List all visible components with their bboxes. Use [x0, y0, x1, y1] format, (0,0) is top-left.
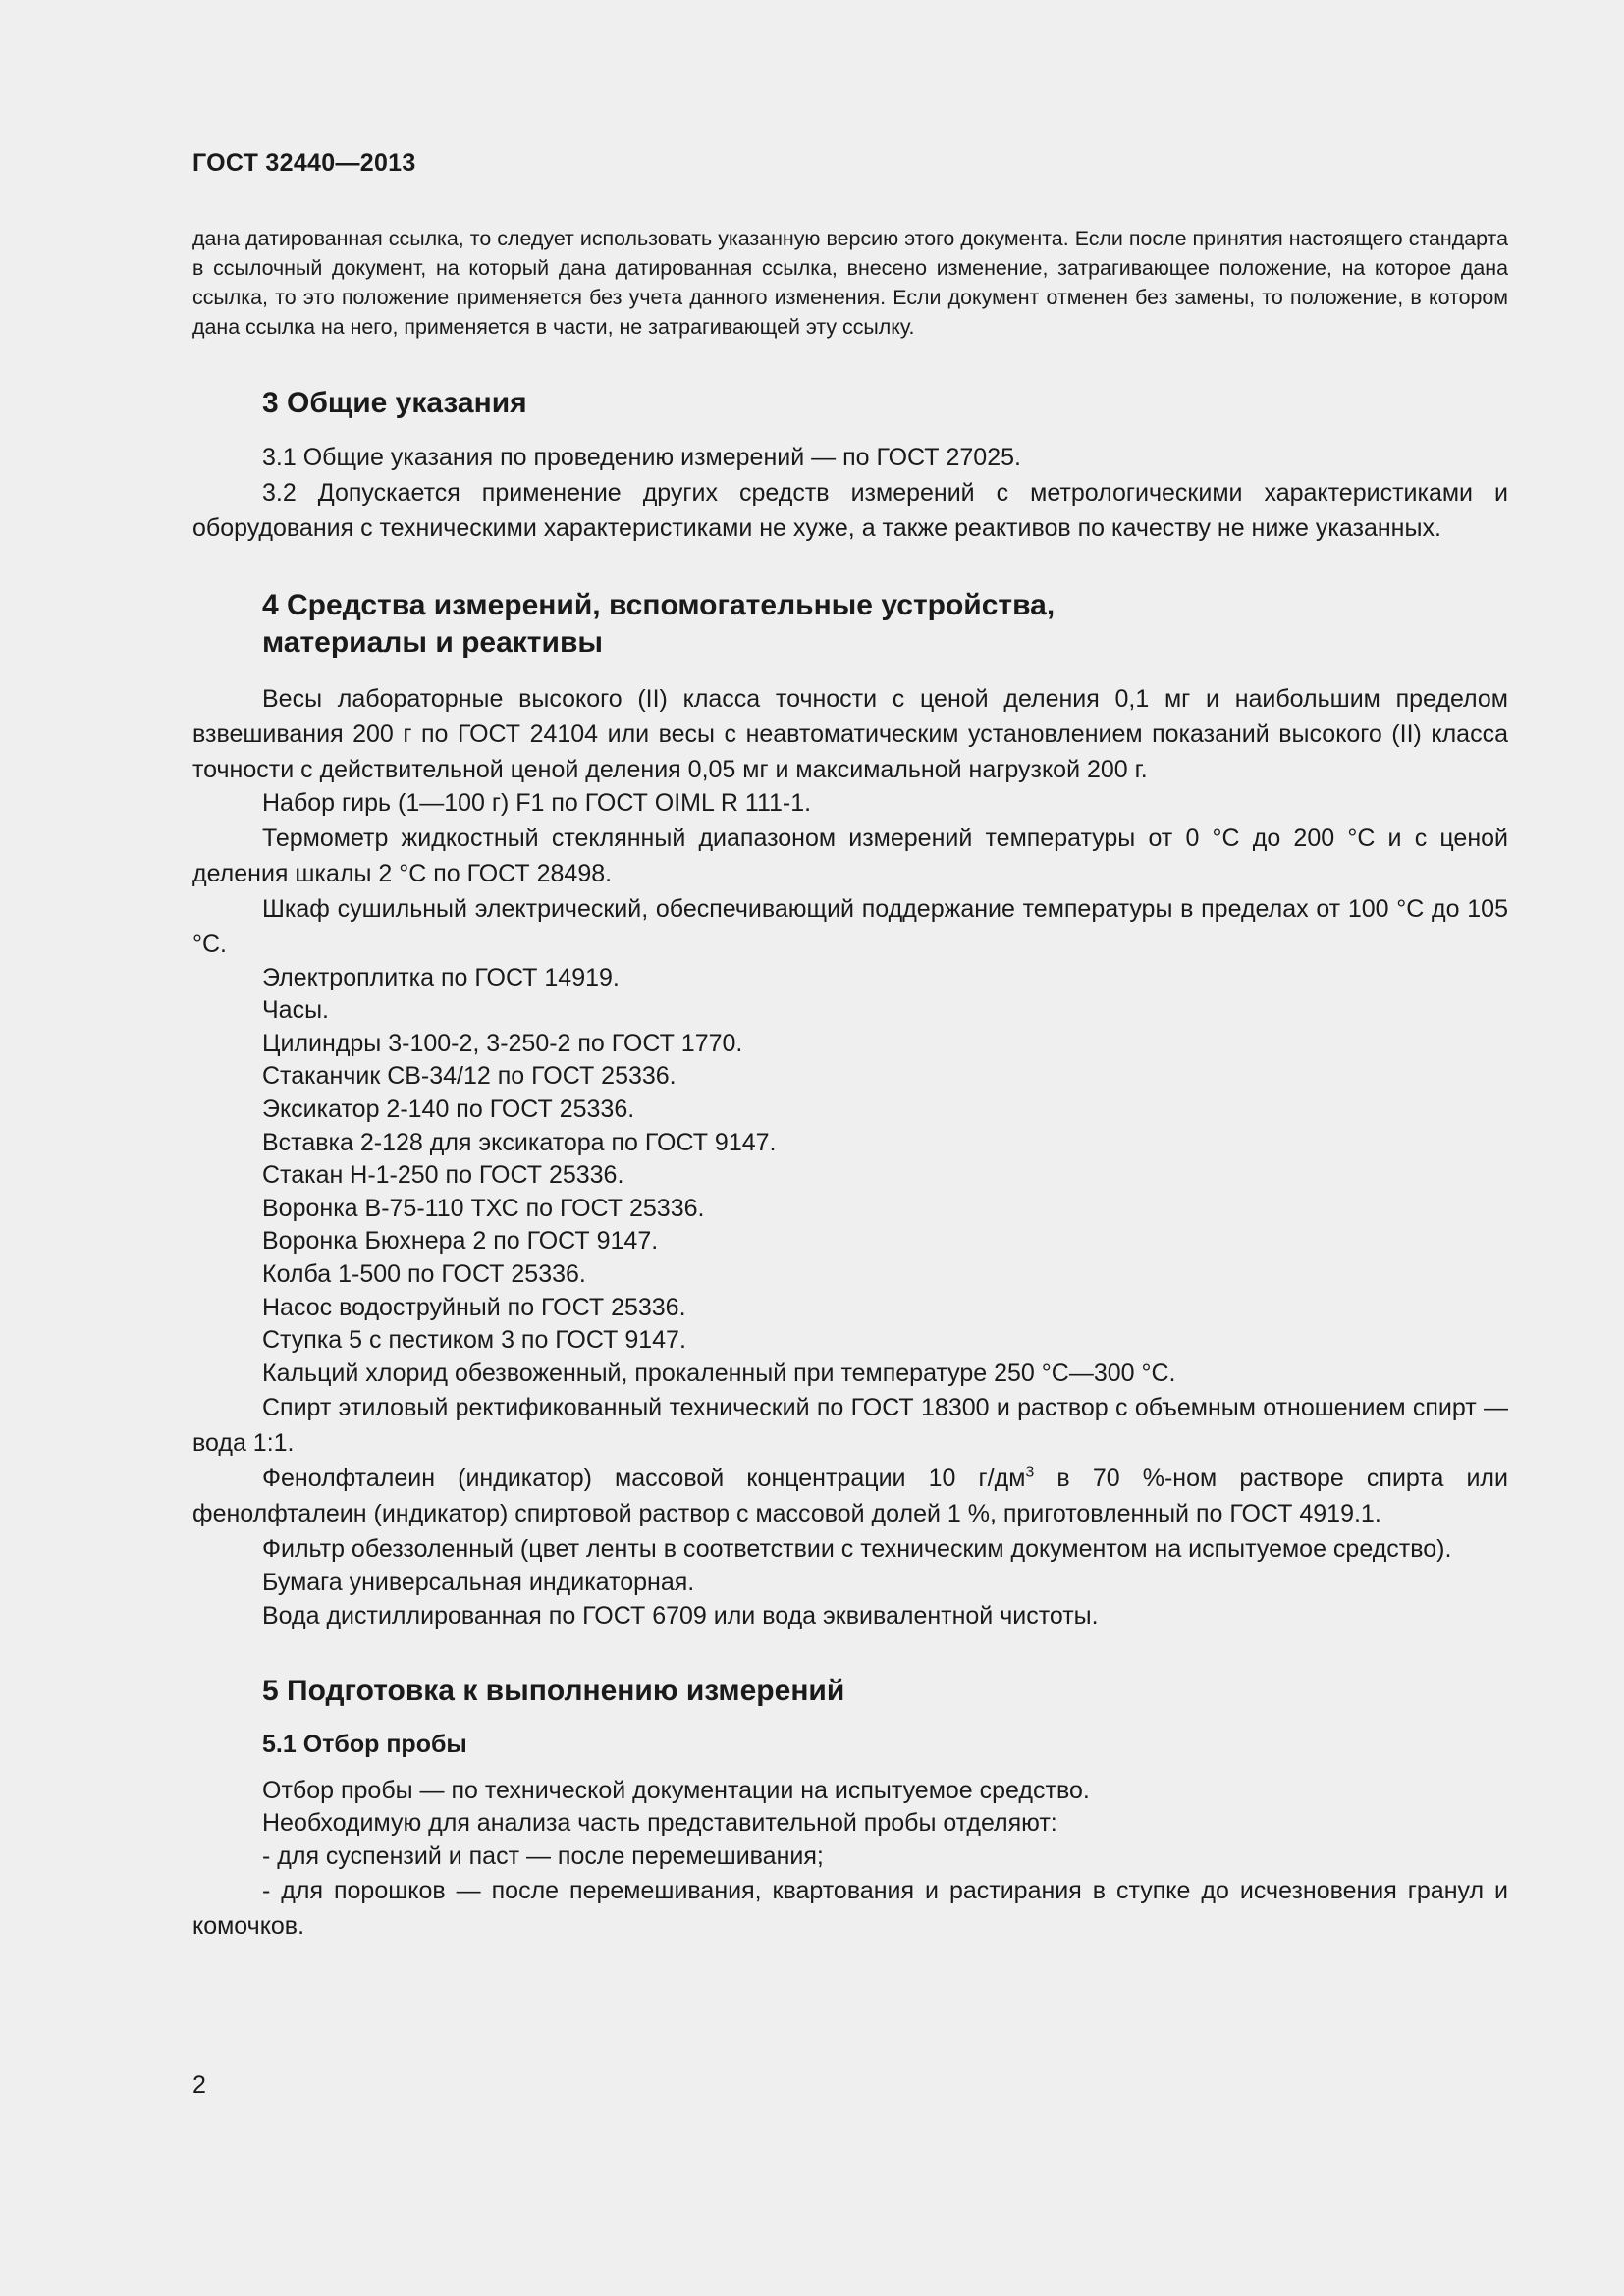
phenolphthalein-text-a: Фенолфталеин (индикатор) массовой концентрации 10 г/дм: [262, 1465, 1026, 1493]
list-item: Вставка 2-128 для эксикатора по ГОСТ 9147.: [262, 1128, 777, 1156]
clause-3-2: 3.2 Допускается применение других средств измерений с метрологическими характеристиками и оборудования с техническими характеристиками не хуже, а также реактивов по качеству не ниже указанных.: [192, 479, 1508, 542]
document-body: [192, 224, 1508, 1944]
list-item: Часы.: [262, 996, 329, 1025]
weights-item: Набор гирь (1—100 г) F1 по ГОСТ OIML R 111-1.: [262, 789, 812, 817]
list-item: Стаканчик СВ-34/12 по ГОСТ 25336.: [262, 1062, 677, 1091]
scales-paragraph: Весы лабораторные высокого (II) класса точности с ценой деления 0,1 мг и наибольшим пределом взвешивания 200 г по ГОСТ 24104 или весы с неавтоматическим установлением показаний высокого (II) класса точности с действительной ценой деления 0,05 мг и максимальной нагрузкой 200 г.: [192, 685, 1508, 783]
paper-item: Бумага универсальная индикаторная.: [262, 1569, 695, 1597]
list-item: Кальций хлорид обезвоженный, прокаленный при температуре 250 °C—300 °C.: [262, 1359, 1176, 1387]
superscript-3: 3: [1025, 1464, 1035, 1481]
list-item: Воронка Бюхнера 2 по ГОСТ 9147.: [262, 1227, 659, 1255]
section-4-title-line2: материалы и реактивы: [262, 626, 604, 659]
dash-item-suspensions: - для суспензий и паст — после перемешивания;: [262, 1842, 824, 1870]
filter-paragraph: Фильтр обеззоленный (цвет ленты в соответствии с техническим документом на испытуемое средство).: [262, 1535, 1452, 1564]
document-header: ГОСТ 32440—2013: [192, 149, 416, 177]
section-5-title: 5 Подготовка к выполнению измерений: [262, 1674, 845, 1707]
alcohol-paragraph: Спирт этиловый ректификованный технический по ГОСТ 18300 и раствор с объемным отношением спирт — вода 1:1.: [192, 1394, 1508, 1458]
section-4-title-line1: 4 Средства измерений, вспомогательные устройства,: [262, 589, 1056, 621]
intro-paragraph: дана датированная ссылка, то следует использовать указанную версию этого документа. Если после принятия настоящего стандарта в ссылочный документ, на который дана датированная ссылка, внесено изменение, затрагивающее положение, на которое дана ссылка, то это положение применяется без учета данного изменения. Если документ отменен без замены, то положение, в котором дана ссылка на него, применяется в части, не затрагивающей эту ссылку.: [192, 227, 1508, 339]
section-3-title: 3 Общие указания: [262, 387, 527, 419]
list-item: Насос водоструйный по ГОСТ 25336.: [262, 1293, 686, 1321]
list-item: Цилиндры 3-100-2, 3-250-2 по ГОСТ 1770.: [262, 1029, 743, 1057]
dash-item-powders: - для порошков — после перемешивания, квартования и растирания в ступке до исчезновения гранул и комочков.: [192, 1877, 1508, 1941]
thermometer-paragraph: Термометр жидкостный стеклянный диапазоном измерений температуры от 0 °C до 200 °C и с ценой деления шкалы 2 °C по ГОСТ 28498.: [192, 824, 1508, 887]
list-item: Колба 1-500 по ГОСТ 25336.: [262, 1259, 586, 1288]
sampling-paragraph: Отбор пробы — по технической документации на испытуемое средство.: [262, 1776, 1090, 1804]
phenolphthalein-paragraph: [192, 1461, 1508, 1531]
clause-3-1: 3.1 Общие указания по проведению измерений — по ГОСТ 27025.: [262, 444, 1021, 471]
water-item: Вода дистиллированная по ГОСТ 6709 или вода эквивалентной чистоты.: [262, 1601, 1099, 1629]
list-item: Ступка 5 с пестиком 3 по ГОСТ 9147.: [262, 1326, 686, 1355]
phenolphthalein-text-b: в 70 %-ном растворе спирта или фенолфталеин (индикатор) спиртовой раствор с массовой долей 1 %, приготовленный по ГОСТ 4919.1.: [192, 1465, 1508, 1528]
page-number: 2: [192, 2071, 206, 2099]
separation-paragraph: Необходимую для анализа часть представительной пробы отделяют:: [262, 1809, 1057, 1838]
oven-paragraph: Шкаф сушильный электрический, обеспечивающий поддержание температуры в пределах от 100 °C до 105 °C.: [192, 894, 1508, 958]
list-item: Электроплитка по ГОСТ 14919.: [262, 963, 620, 991]
list-item: Стакан Н-1-250 по ГОСТ 25336.: [262, 1161, 624, 1190]
list-item: Эксикатор 2-140 по ГОСТ 25336.: [262, 1095, 635, 1123]
list-item: Воронка В-75-110 ТХС по ГОСТ 25336.: [262, 1194, 705, 1222]
subsection-5-1-title: 5.1 Отбор пробы: [262, 1730, 467, 1758]
